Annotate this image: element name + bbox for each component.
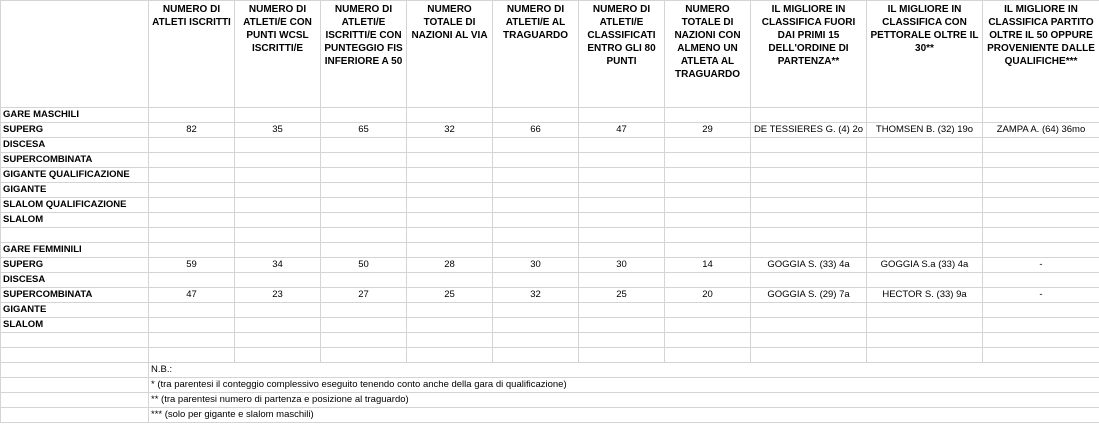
data-cell[interactable]: [321, 318, 407, 333]
data-cell[interactable]: 82: [149, 123, 235, 138]
cell[interactable]: [665, 243, 751, 258]
data-cell[interactable]: [665, 318, 751, 333]
data-cell[interactable]: [493, 303, 579, 318]
data-cell[interactable]: [983, 303, 1099, 318]
cell[interactable]: [579, 348, 665, 363]
data-cell[interactable]: DE TESSIERES G. (4) 2o: [751, 123, 867, 138]
data-cell[interactable]: [149, 138, 235, 153]
row-label[interactable]: SLALOM QUALIFICAZIONE: [1, 198, 149, 213]
column-header[interactable]: [1, 1, 149, 108]
cell[interactable]: [665, 348, 751, 363]
data-cell[interactable]: [751, 198, 867, 213]
note-text[interactable]: * (tra parentesi il conteggio complessivo eseguito tenendo conto anche della gara di qualificazione): [149, 378, 1099, 393]
data-cell[interactable]: [579, 153, 665, 168]
cell[interactable]: [1, 393, 149, 408]
cell[interactable]: [983, 243, 1099, 258]
data-cell[interactable]: GOGGIA S. (29) 7a: [751, 288, 867, 303]
data-cell[interactable]: [983, 168, 1099, 183]
data-cell[interactable]: 32: [493, 288, 579, 303]
data-cell[interactable]: [983, 153, 1099, 168]
data-row: [1, 183, 1099, 198]
cell[interactable]: [235, 348, 321, 363]
data-cell[interactable]: [751, 138, 867, 153]
data-cell[interactable]: [407, 183, 493, 198]
cell[interactable]: [235, 333, 321, 348]
data-cell[interactable]: [407, 303, 493, 318]
data-cell[interactable]: [983, 183, 1099, 198]
data-cell[interactable]: [493, 153, 579, 168]
cell[interactable]: [867, 243, 983, 258]
data-cell[interactable]: [235, 198, 321, 213]
data-cell[interactable]: [149, 273, 235, 288]
data-row: [1, 123, 1099, 138]
data-cell[interactable]: [867, 183, 983, 198]
cell[interactable]: [1, 228, 149, 243]
column-header[interactable]: NUMERO TOTALE DI NAZIONI CON ALMENO UN ATLETA AL TRAGUARDO: [665, 1, 751, 108]
data-cell[interactable]: ZAMPA A. (64) 36mo: [983, 123, 1099, 138]
data-cell[interactable]: [983, 318, 1099, 333]
data-cell[interactable]: THOMSEN B. (32) 19o: [867, 123, 983, 138]
data-cell[interactable]: [149, 153, 235, 168]
data-cell[interactable]: [321, 273, 407, 288]
blank-row: [1, 228, 1099, 243]
data-cell[interactable]: 25: [579, 288, 665, 303]
row-label[interactable]: SUPERCOMBINATA: [1, 288, 149, 303]
data-cell[interactable]: [235, 273, 321, 288]
note-row: [1, 363, 1099, 378]
cell[interactable]: [321, 243, 407, 258]
column-header[interactable]: IL MIGLIORE IN CLASSIFICA FUORI DAI PRIMI 15 DELL'ORDINE DI PARTENZA**: [751, 1, 867, 108]
data-cell[interactable]: [751, 153, 867, 168]
row-label[interactable]: SLALOM: [1, 318, 149, 333]
cell[interactable]: [579, 333, 665, 348]
note-row: [1, 408, 1099, 423]
section-row: [1, 243, 1099, 258]
cell[interactable]: [579, 243, 665, 258]
note-text[interactable]: *** (solo per gigante e slalom maschili): [149, 408, 1099, 423]
cell[interactable]: [751, 243, 867, 258]
data-cell[interactable]: [665, 303, 751, 318]
data-cell[interactable]: [493, 198, 579, 213]
data-cell[interactable]: [149, 303, 235, 318]
data-cell[interactable]: [493, 183, 579, 198]
data-cell[interactable]: 30: [493, 258, 579, 273]
data-cell[interactable]: [493, 318, 579, 333]
data-cell[interactable]: [867, 153, 983, 168]
data-cell[interactable]: 29: [665, 123, 751, 138]
cell[interactable]: [493, 243, 579, 258]
data-cell[interactable]: [867, 138, 983, 153]
data-cell[interactable]: [493, 213, 579, 228]
column-header[interactable]: IL MIGLIORE IN CLASSIFICA PARTITO OLTRE IL 50 OPPURE PROVENIENTE DALLE QUALIFICHE***: [983, 1, 1099, 108]
data-cell[interactable]: [665, 273, 751, 288]
cell[interactable]: [1, 408, 149, 423]
cell[interactable]: [665, 108, 751, 123]
cell[interactable]: [149, 108, 235, 123]
row-label[interactable]: SUPERG: [1, 123, 149, 138]
row-label[interactable]: SUPERCOMBINATA: [1, 153, 149, 168]
data-cell[interactable]: [149, 183, 235, 198]
row-label[interactable]: SUPERG: [1, 258, 149, 273]
data-cell[interactable]: 27: [321, 288, 407, 303]
data-cell[interactable]: [407, 198, 493, 213]
data-cell[interactable]: [407, 318, 493, 333]
data-cell[interactable]: [867, 318, 983, 333]
data-cell[interactable]: [321, 153, 407, 168]
data-cell[interactable]: 34: [235, 258, 321, 273]
data-cell[interactable]: [321, 168, 407, 183]
data-cell[interactable]: [867, 168, 983, 183]
data-cell[interactable]: 32: [407, 123, 493, 138]
cell[interactable]: [321, 348, 407, 363]
data-cell[interactable]: [407, 168, 493, 183]
data-cell[interactable]: 23: [235, 288, 321, 303]
data-cell[interactable]: [149, 318, 235, 333]
data-cell[interactable]: [321, 213, 407, 228]
cell[interactable]: [149, 348, 235, 363]
blank-row: [1, 348, 1099, 363]
note-text[interactable]: N.B.:: [149, 363, 1099, 378]
data-cell[interactable]: 25: [407, 288, 493, 303]
data-cell[interactable]: 59: [149, 258, 235, 273]
data-row: [1, 288, 1099, 303]
data-cell[interactable]: [665, 183, 751, 198]
data-cell[interactable]: [867, 198, 983, 213]
data-cell[interactable]: [321, 183, 407, 198]
data-cell[interactable]: [321, 303, 407, 318]
data-cell[interactable]: [579, 318, 665, 333]
cell[interactable]: [407, 243, 493, 258]
data-cell[interactable]: 14: [665, 258, 751, 273]
data-row: [1, 153, 1099, 168]
cell[interactable]: [1, 363, 149, 378]
cell[interactable]: [407, 348, 493, 363]
cell[interactable]: [579, 108, 665, 123]
data-cell[interactable]: [321, 138, 407, 153]
column-header[interactable]: IL MIGLIORE IN CLASSIFICA CON PETTORALE OLTRE IL 30**: [867, 1, 983, 108]
data-cell[interactable]: [579, 273, 665, 288]
cell[interactable]: [983, 108, 1099, 123]
data-cell[interactable]: [751, 318, 867, 333]
data-cell[interactable]: [579, 213, 665, 228]
data-cell[interactable]: HECTOR S. (33) 9a: [867, 288, 983, 303]
data-row: [1, 318, 1099, 333]
data-cell[interactable]: [235, 153, 321, 168]
cell[interactable]: [867, 348, 983, 363]
data-cell[interactable]: 47: [579, 123, 665, 138]
data-row: [1, 168, 1099, 183]
data-cell[interactable]: [579, 183, 665, 198]
cell[interactable]: [407, 333, 493, 348]
note-row: [1, 393, 1099, 408]
data-cell[interactable]: [493, 138, 579, 153]
data-cell[interactable]: [867, 273, 983, 288]
cell[interactable]: [665, 228, 751, 243]
data-cell[interactable]: 65: [321, 123, 407, 138]
data-cell[interactable]: [867, 303, 983, 318]
data-cell[interactable]: GOGGIA S. (33) 4a: [751, 258, 867, 273]
data-cell[interactable]: [751, 183, 867, 198]
data-cell[interactable]: [579, 198, 665, 213]
row-label[interactable]: SLALOM: [1, 213, 149, 228]
cell[interactable]: [1, 378, 149, 393]
cell[interactable]: [149, 333, 235, 348]
data-cell[interactable]: 50: [321, 258, 407, 273]
cell[interactable]: [407, 228, 493, 243]
cell[interactable]: [1, 333, 149, 348]
cell[interactable]: [983, 228, 1099, 243]
cell[interactable]: [493, 348, 579, 363]
cell[interactable]: [493, 228, 579, 243]
row-label[interactable]: GIGANTE: [1, 303, 149, 318]
note-row: [1, 378, 1099, 393]
data-cell[interactable]: [751, 273, 867, 288]
row-label[interactable]: DISCESA: [1, 138, 149, 153]
section-title[interactable]: GARE FEMMINILI: [1, 243, 149, 258]
cell[interactable]: [149, 243, 235, 258]
data-row: [1, 198, 1099, 213]
data-cell[interactable]: [493, 273, 579, 288]
row-label[interactable]: DISCESA: [1, 273, 149, 288]
data-cell[interactable]: [235, 183, 321, 198]
cell[interactable]: [983, 333, 1099, 348]
column-header[interactable]: NUMERO DI ATLETI/E AL TRAGUARDO: [493, 1, 579, 108]
cell[interactable]: [751, 348, 867, 363]
data-cell[interactable]: [665, 153, 751, 168]
data-cell[interactable]: [665, 138, 751, 153]
data-cell[interactable]: [579, 168, 665, 183]
section-row: [1, 108, 1099, 123]
data-cell[interactable]: [407, 138, 493, 153]
column-header[interactable]: NUMERO DI ATLETI/E CLASSIFICATI ENTRO GLI 80 PUNTI: [579, 1, 665, 108]
cell[interactable]: [983, 348, 1099, 363]
data-cell[interactable]: [493, 168, 579, 183]
data-cell[interactable]: [983, 213, 1099, 228]
cell[interactable]: [867, 108, 983, 123]
data-cell[interactable]: [751, 168, 867, 183]
cell[interactable]: [149, 228, 235, 243]
cell[interactable]: [867, 333, 983, 348]
data-cell[interactable]: [149, 198, 235, 213]
cell[interactable]: [321, 108, 407, 123]
data-row: [1, 258, 1099, 273]
section-title[interactable]: GARE MASCHILI: [1, 108, 149, 123]
cell[interactable]: [407, 108, 493, 123]
cell[interactable]: [751, 108, 867, 123]
row-label[interactable]: GIGANTE: [1, 183, 149, 198]
data-cell[interactable]: [407, 213, 493, 228]
data-cell[interactable]: [407, 273, 493, 288]
column-header[interactable]: NUMERO DI ATLETI/E ISCRITTI/E CON PUNTEGGIO FIS INFERIORE A 50: [321, 1, 407, 108]
cell[interactable]: [751, 228, 867, 243]
data-cell[interactable]: [665, 168, 751, 183]
cell[interactable]: [867, 228, 983, 243]
data-cell[interactable]: [235, 318, 321, 333]
cell[interactable]: [235, 243, 321, 258]
cell[interactable]: [493, 333, 579, 348]
cell[interactable]: [235, 228, 321, 243]
data-cell[interactable]: [321, 198, 407, 213]
cell[interactable]: [321, 228, 407, 243]
blank-row: [1, 333, 1099, 348]
data-cell[interactable]: 66: [493, 123, 579, 138]
data-cell[interactable]: [407, 153, 493, 168]
column-header[interactable]: NUMERO TOTALE DI NAZIONI AL VIA: [407, 1, 493, 108]
column-header[interactable]: NUMERO DI ATLETI/E CON PUNTI WCSL ISCRITTI/E: [235, 1, 321, 108]
data-cell[interactable]: [235, 168, 321, 183]
data-row: [1, 273, 1099, 288]
data-cell[interactable]: [983, 138, 1099, 153]
data-cell[interactable]: [751, 303, 867, 318]
data-cell[interactable]: 28: [407, 258, 493, 273]
data-cell[interactable]: 35: [235, 123, 321, 138]
data-cell[interactable]: 30: [579, 258, 665, 273]
row-label[interactable]: GIGANTE QUALIFICAZIONE: [1, 168, 149, 183]
cell[interactable]: [321, 333, 407, 348]
cell[interactable]: [579, 228, 665, 243]
data-cell[interactable]: -: [983, 288, 1099, 303]
data-cell[interactable]: [149, 168, 235, 183]
data-cell[interactable]: [665, 198, 751, 213]
data-cell[interactable]: [751, 213, 867, 228]
data-cell[interactable]: [235, 138, 321, 153]
header-row: [1, 1, 1099, 108]
cell[interactable]: [665, 333, 751, 348]
data-cell[interactable]: [665, 213, 751, 228]
cell[interactable]: [751, 333, 867, 348]
data-cell[interactable]: -: [983, 258, 1099, 273]
note-text[interactable]: ** (tra parentesi numero di partenza e posizione al traguardo): [149, 393, 1099, 408]
cell[interactable]: [493, 108, 579, 123]
cell[interactable]: [1, 348, 149, 363]
data-cell[interactable]: [235, 303, 321, 318]
data-cell[interactable]: 20: [665, 288, 751, 303]
data-row: [1, 138, 1099, 153]
cell[interactable]: [235, 108, 321, 123]
data-cell[interactable]: [235, 213, 321, 228]
column-header[interactable]: NUMERO DI ATLETI ISCRITTI: [149, 1, 235, 108]
data-cell[interactable]: GOGGIA S.a (33) 4a: [867, 258, 983, 273]
data-cell[interactable]: [579, 138, 665, 153]
data-row: [1, 303, 1099, 318]
data-cell[interactable]: [579, 303, 665, 318]
data-row: [1, 213, 1099, 228]
data-cell[interactable]: [149, 213, 235, 228]
data-cell[interactable]: [983, 273, 1099, 288]
data-cell[interactable]: [867, 213, 983, 228]
data-cell[interactable]: [983, 198, 1099, 213]
data-cell[interactable]: 47: [149, 288, 235, 303]
